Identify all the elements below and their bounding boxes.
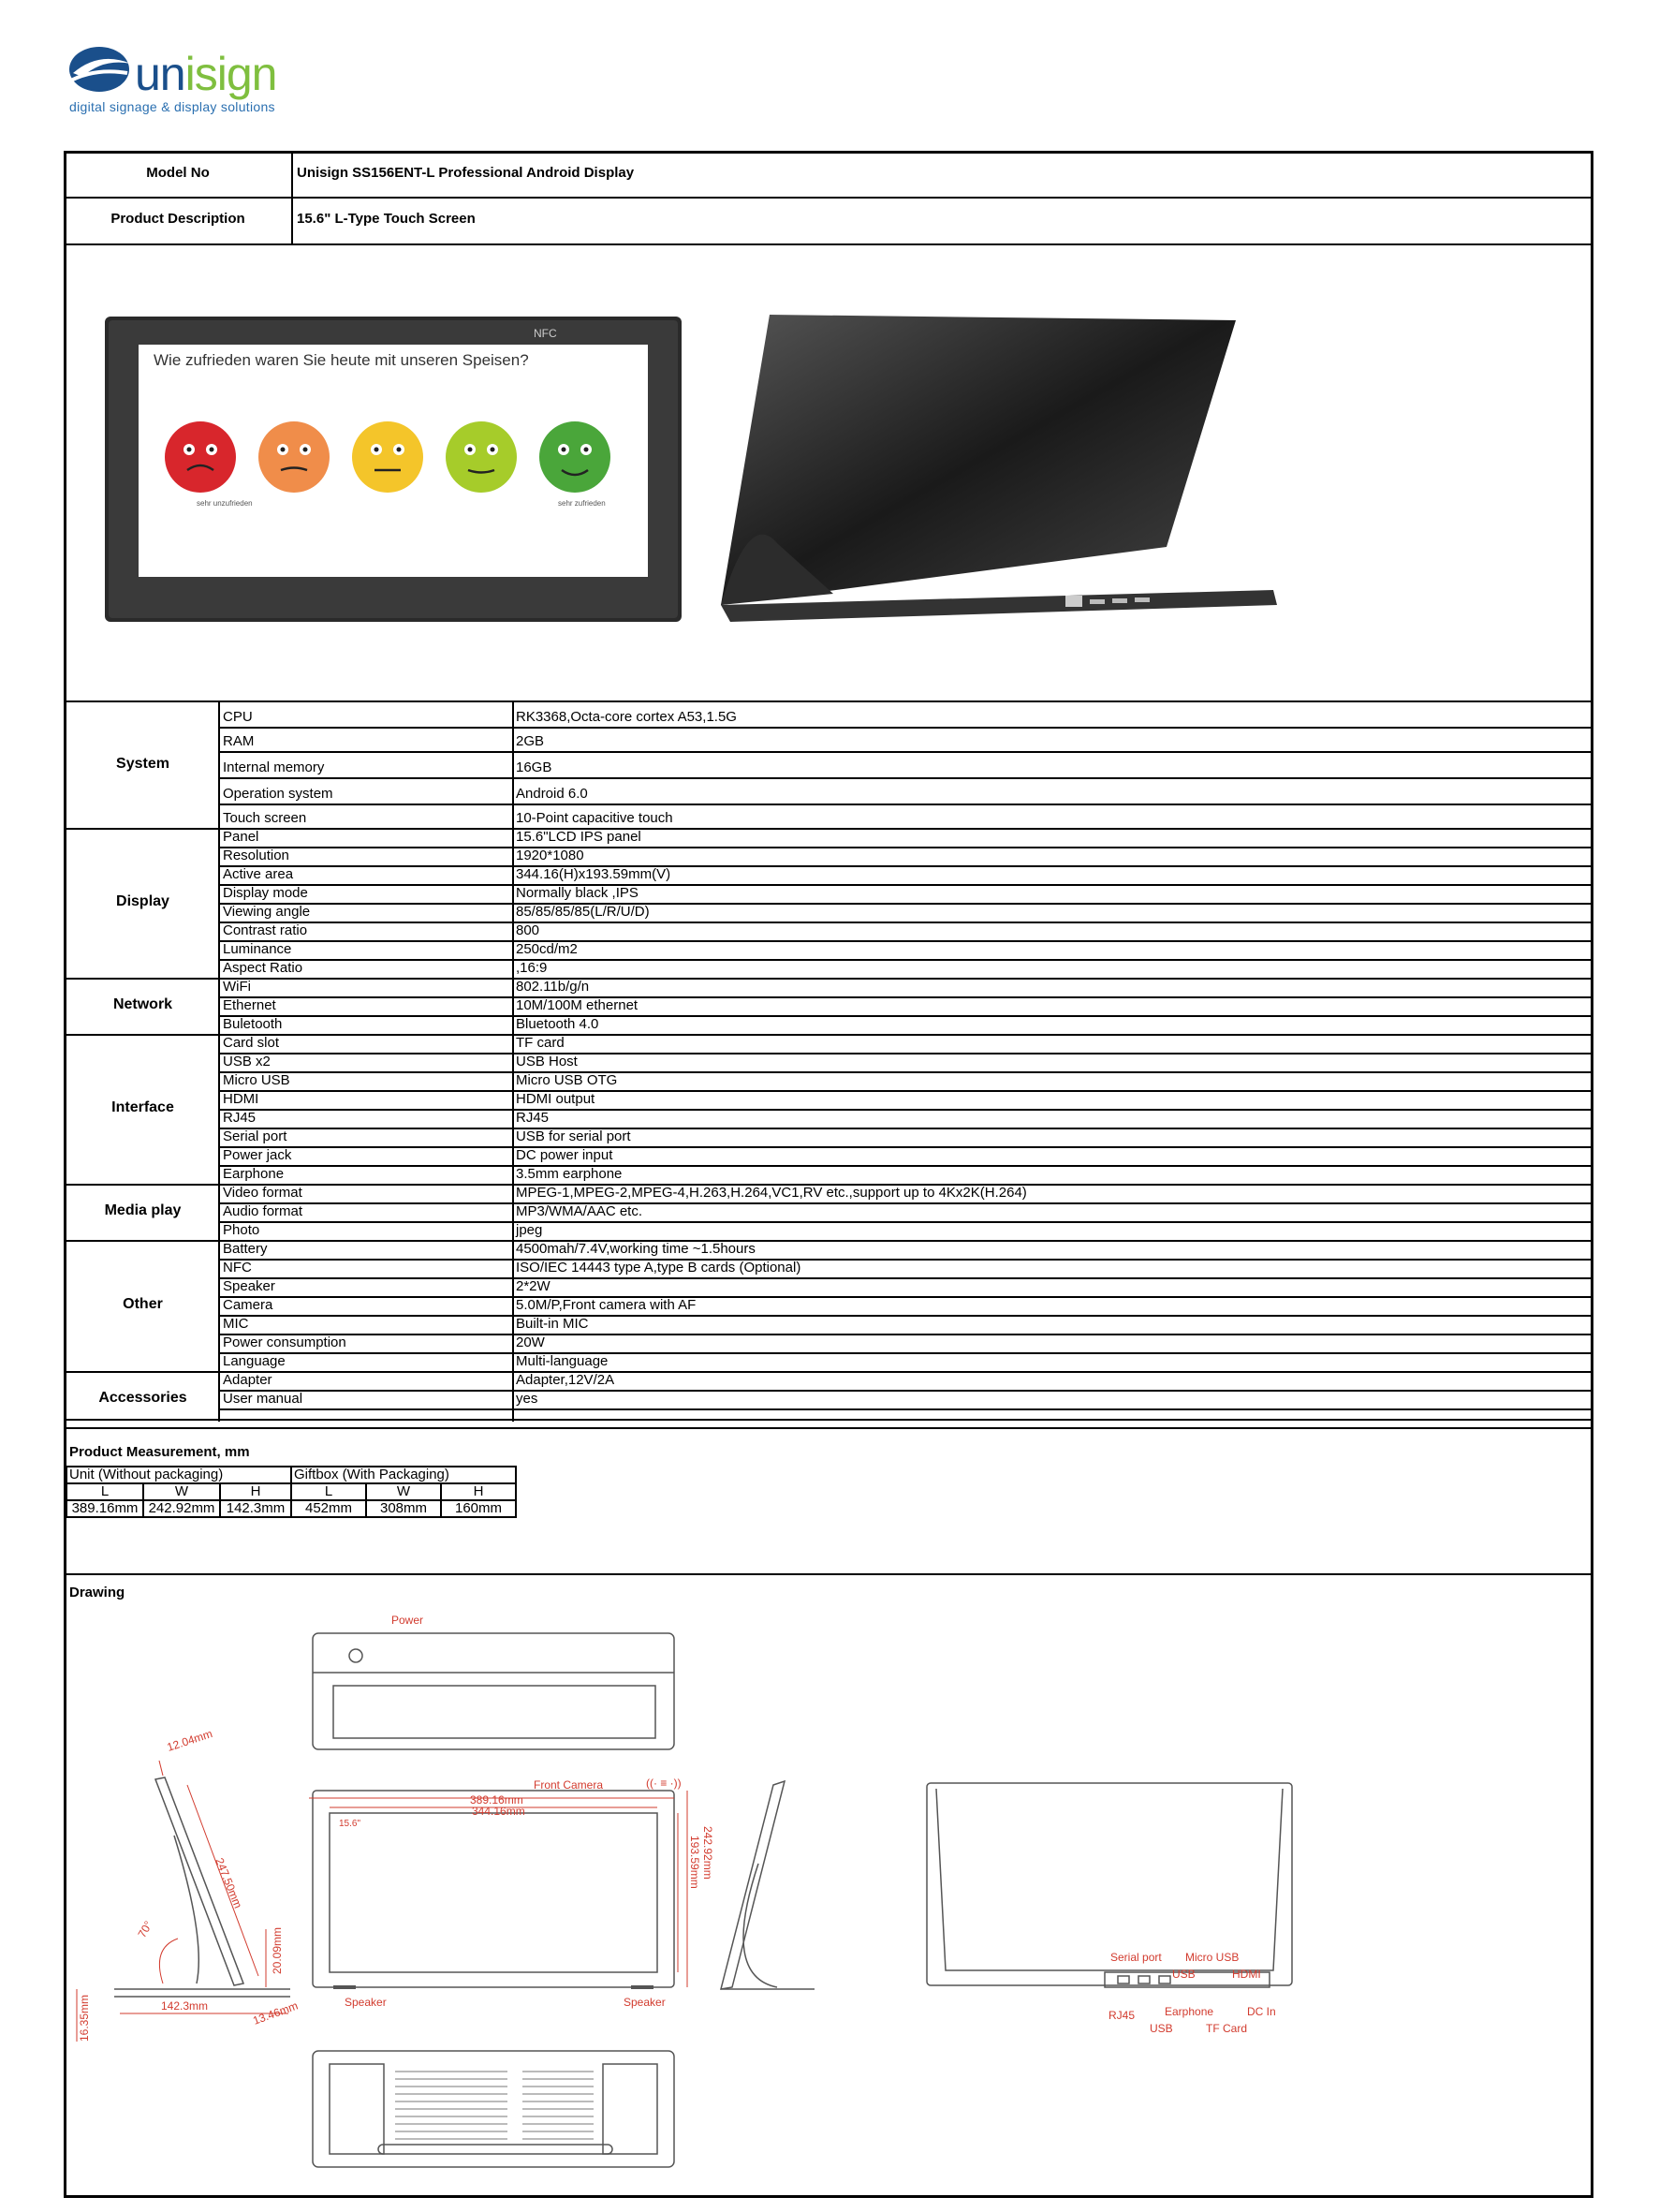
row-divider (218, 1352, 1593, 1354)
row-divider (218, 847, 1593, 848)
rating-face-2 (258, 421, 330, 493)
label-side-gap: 20.09mm (271, 1926, 284, 1974)
label-side-height: 16.35mm (78, 1994, 91, 2042)
spec-label: Active area (223, 866, 294, 882)
row-divider (64, 1419, 1593, 1421)
spec-label: Serial port (223, 1128, 287, 1144)
row-divider (218, 1277, 1593, 1279)
label-width-outer: 389.16mm (470, 1793, 523, 1806)
row-divider (64, 978, 1593, 980)
label-serial-port: Serial port (1110, 1951, 1162, 1964)
label-speaker-left: Speaker (345, 1996, 387, 2009)
label-dc-in: DC In (1247, 2005, 1276, 2018)
spec-value: USB Host (516, 1054, 578, 1069)
spec-label: RAM (223, 733, 255, 749)
row-divider (218, 1109, 1593, 1111)
row-divider (218, 1390, 1593, 1392)
spec-label: Buletooth (223, 1016, 283, 1032)
rating-face-1 (165, 421, 236, 493)
spec-group-display: Display (116, 893, 169, 909)
spec-value: Micro USB OTG (516, 1072, 618, 1088)
unit-width: 242.92mm (143, 1500, 220, 1517)
label-tf-card: TF Card (1206, 2022, 1248, 2035)
row-divider (64, 1573, 1593, 1575)
row-divider (218, 804, 1593, 805)
label-satisfied: sehr zufrieden (558, 499, 606, 508)
spec-value: ,16:9 (516, 960, 548, 976)
row-divider (218, 1296, 1593, 1298)
spec-label: Luminance (223, 941, 292, 957)
spec-value: RJ45 (516, 1110, 550, 1126)
spec-value: Bluetooth 4.0 (516, 1016, 599, 1032)
spec-value: HDMI output (516, 1091, 595, 1107)
nfc-mark: NFC (534, 327, 557, 340)
rj45-port (1065, 596, 1082, 607)
label-side-base: 142.3mm (161, 1999, 209, 2013)
measurement-table (66, 1466, 517, 1518)
spec-label: Video format (223, 1185, 302, 1201)
measurement-title: Product Measurement, mm (69, 1444, 250, 1460)
spec-label: Ethernet (223, 997, 276, 1013)
spec-label: Touch screen (223, 810, 307, 826)
row-divider (218, 1053, 1593, 1054)
spec-group-system: System (116, 756, 169, 772)
rating-face-3 (352, 421, 423, 493)
row-divider (218, 996, 1593, 998)
row-divider (218, 1128, 1593, 1129)
label-hdmi: HDMI (1232, 1968, 1261, 1981)
spec-group-other: Other (123, 1296, 163, 1312)
row-divider (218, 1315, 1593, 1317)
spec-label: Panel (223, 829, 259, 845)
spec-value: 344.16(H)x193.59mm(V) (516, 866, 671, 882)
spec-value: Built-in MIC (516, 1316, 589, 1332)
spec-group-media-play: Media play (104, 1202, 182, 1218)
technical-drawing (66, 1601, 1358, 2182)
spec-value: USB for serial port (516, 1128, 631, 1144)
spec-label: NFC (223, 1260, 252, 1276)
spec-label: Earphone (223, 1166, 285, 1182)
spec-value: 16GB (516, 759, 552, 775)
col-w: W (366, 1483, 441, 1500)
row-divider (218, 940, 1593, 942)
row-divider (64, 243, 1593, 245)
label-side-top: 12.04mm (165, 1727, 214, 1754)
spec-value: 5.0M/P,Front camera with AF (516, 1297, 697, 1313)
row-divider (218, 903, 1593, 905)
col-divider (512, 700, 514, 1422)
spec-label: User manual (223, 1391, 303, 1407)
row-divider (64, 1427, 1593, 1429)
spec-label: WiFi (223, 979, 251, 995)
rating-face-5 (539, 421, 610, 493)
spec-label: Internal memory (223, 759, 325, 775)
label-width-inner: 344.16mm (472, 1805, 525, 1818)
spec-value: MPEG-1,MPEG-2,MPEG-4,H.263,H.264,VC1,RV etc.,support up to 4Kx2K(H.264) (516, 1185, 1027, 1201)
row-divider (218, 1090, 1593, 1092)
row-divider (218, 1259, 1593, 1261)
label-height-outer: 242.92mm (701, 1826, 714, 1880)
spec-label: Power jack (223, 1147, 292, 1163)
row-divider (218, 1071, 1593, 1073)
row-divider (218, 959, 1593, 961)
row-divider (64, 1240, 1593, 1242)
giftbox-width: 308mm (366, 1500, 441, 1517)
screen-question: Wie zufrieden waren Sie heute mit unseren Speisen? (154, 351, 529, 369)
spec-value: Android 6.0 (516, 786, 588, 802)
spec-value: 3.5mm earphone (516, 1166, 623, 1182)
label-nfc-mark: ((· ≡ ·)) (646, 1777, 682, 1790)
label-usb-bottom: USB (1150, 2022, 1173, 2035)
row-divider (218, 922, 1593, 923)
spec-label: Camera (223, 1297, 273, 1313)
spec-value: RK3368,Octa-core cortex A53,1.5G (516, 709, 737, 725)
col-l: L (291, 1483, 366, 1500)
spec-value: 1920*1080 (516, 848, 584, 863)
col-w: W (143, 1483, 220, 1500)
spec-label: Operation system (223, 786, 333, 802)
col-h: H (441, 1483, 516, 1500)
spec-value: Normally black ,IPS (516, 885, 639, 901)
row-divider (218, 1165, 1593, 1167)
row-divider (64, 1034, 1593, 1036)
spec-label: Card slot (223, 1035, 280, 1051)
product-description-label: Product Description (110, 211, 245, 227)
logo-swirl-icon (66, 39, 137, 101)
label-angle: 70° (135, 1918, 155, 1940)
product-description-value: 15.6" L-Type Touch Screen (297, 211, 476, 227)
label-unsatisfied: sehr unzufrieden (197, 499, 253, 508)
spec-label: Audio format (223, 1203, 303, 1219)
row-divider (218, 1221, 1593, 1223)
spec-value: 4500mah/7.4V,working time ~1.5hours (516, 1241, 756, 1257)
spec-value: yes (516, 1391, 538, 1407)
row-divider (218, 751, 1593, 753)
spec-value: Adapter,12V/2A (516, 1372, 615, 1388)
spec-label: Micro USB (223, 1072, 290, 1088)
logo-wordmark: unisign (135, 48, 277, 100)
label-side-length: 247.50mm (213, 1855, 245, 1910)
row-divider (218, 1334, 1593, 1335)
logo-tagline: digital signage & display solutions (69, 99, 275, 114)
label-speaker-right: Speaker (624, 1996, 666, 2009)
unit-height: 142.3mm (220, 1500, 291, 1517)
spec-label: Photo (223, 1222, 260, 1238)
spec-label: Power consumption (223, 1335, 346, 1350)
row-divider (64, 197, 1593, 199)
label-power: Power (391, 1614, 424, 1627)
row-divider (218, 727, 1593, 729)
spec-label: USB x2 (223, 1054, 271, 1069)
spec-value: Multi-language (516, 1353, 609, 1369)
drawing-title: Drawing (69, 1585, 125, 1600)
label-rj45: RJ45 (1108, 2009, 1136, 2022)
row-divider (64, 1371, 1593, 1373)
spec-label: Adapter (223, 1372, 272, 1388)
spec-value: 10M/100M ethernet (516, 997, 639, 1013)
spec-value: 2*2W (516, 1278, 551, 1294)
col-divider (218, 700, 220, 1422)
label-usb-top: USB (1172, 1968, 1196, 1981)
spec-value: 250cd/m2 (516, 941, 578, 957)
spec-label: Contrast ratio (223, 922, 308, 938)
label-height-inner: 193.59mm (688, 1836, 701, 1889)
label-side-foot: 13.46mm (251, 1998, 301, 2028)
row-divider (218, 1146, 1593, 1148)
spec-value: TF card (516, 1035, 565, 1051)
spec-value: 10-Point capacitive touch (516, 810, 673, 826)
col-l: L (66, 1483, 143, 1500)
spec-value: ISO/IEC 14443 type A,type B cards (Optional) (516, 1260, 801, 1276)
row-divider (64, 828, 1593, 830)
spec-value: 85/85/85/85(L/R/U/D) (516, 904, 650, 920)
spec-value: 802.11b/g/n (516, 979, 590, 995)
unit-header: Unit (Without packaging) (66, 1467, 291, 1483)
product-front-photo (105, 317, 682, 622)
label-micro-usb: Micro USB (1185, 1951, 1240, 1964)
spec-value: jpeg (516, 1222, 543, 1238)
row-divider (218, 1202, 1593, 1204)
giftbox-height: 160mm (441, 1500, 516, 1517)
rating-face-4 (446, 421, 517, 493)
spec-group-network: Network (112, 996, 173, 1012)
label-earphone: Earphone (1165, 2005, 1214, 2018)
spec-value: 20W (516, 1335, 545, 1350)
spec-label: Viewing angle (223, 904, 311, 920)
spec-value: MP3/WMA/AAC etc. (516, 1203, 643, 1219)
label-panel-size: 15.6" (339, 1819, 361, 1829)
row-divider (218, 865, 1593, 867)
spec-group-interface: Interface (111, 1099, 174, 1115)
spec-value: 2GB (516, 733, 545, 749)
spec-label: RJ45 (223, 1110, 257, 1126)
model-no-value: Unisign SS156ENT-L Professional Android Display (297, 165, 635, 181)
giftbox-length: 452mm (291, 1500, 366, 1517)
model-no-label: Model No (146, 165, 210, 181)
spec-value: DC power input (516, 1147, 613, 1163)
row-divider (218, 884, 1593, 886)
row-divider (64, 700, 1593, 702)
spec-label: MIC (223, 1316, 249, 1332)
unit-length: 389.16mm (66, 1500, 143, 1517)
spec-group-accessories: Accessories (98, 1390, 187, 1406)
spec-label: Speaker (223, 1278, 275, 1294)
spec-label: Battery (223, 1241, 268, 1257)
spec-label: HDMI (223, 1091, 259, 1107)
spec-label: Language (223, 1353, 286, 1369)
row-divider (218, 1408, 1593, 1410)
giftbox-header: Giftbox (With Packaging) (291, 1467, 516, 1483)
spec-value: 800 (516, 922, 540, 938)
spec-label: Resolution (223, 848, 289, 863)
label-front-camera: Front Camera (534, 1778, 604, 1792)
col-h: H (220, 1483, 291, 1500)
row-divider (218, 777, 1593, 779)
spec-label: Display mode (223, 885, 308, 901)
row-divider (218, 1015, 1593, 1017)
spec-label: CPU (223, 709, 253, 725)
col-divider (291, 151, 293, 244)
product-side-photo (712, 313, 1283, 622)
spec-value: 15.6"LCD IPS panel (516, 829, 641, 845)
unisign-logo (66, 37, 318, 122)
spec-label: Aspect Ratio (223, 960, 303, 976)
